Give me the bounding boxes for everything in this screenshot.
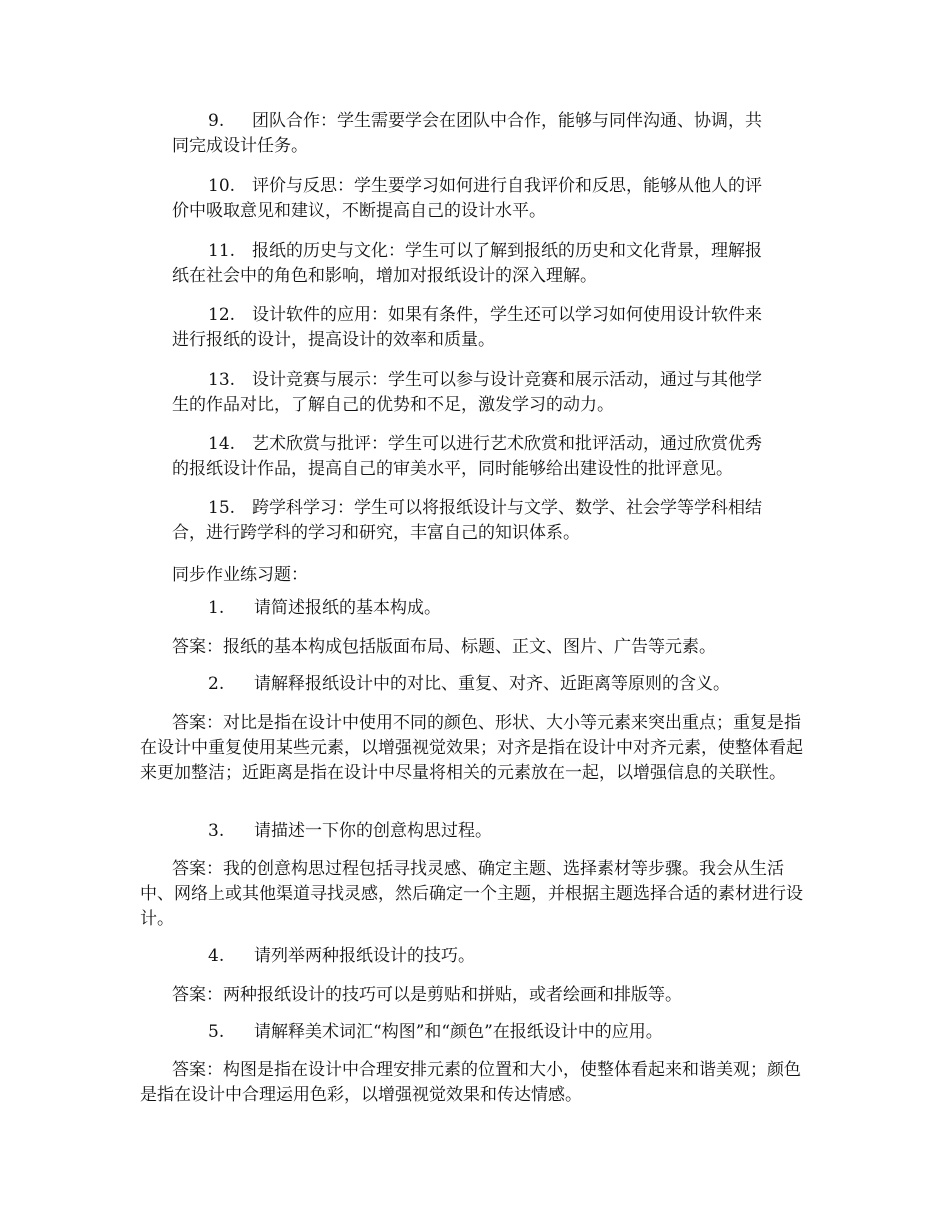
- item-number: 13.: [208, 370, 236, 390]
- answer: 答案：对比是指在设计中使用不同的颜色、形状、大小等元素来突出重点；重复是指在设计中重复使用某些元素，以增强视觉效果；对齐是指在设计中对齐元素，使整体看起来更加整洁；近距离是指在设计中尽量将相关的元素放在一起，以增强信息的关联性。: [140, 713, 803, 783]
- answer: 答案：报纸的基本构成包括版面布局、标题、正文、图片、广告等元素。: [172, 637, 716, 657]
- question-text: 请解释报纸设计中的对比、重复、对齐、近距离等原则的含义。: [254, 674, 730, 694]
- answer: 答案：构图是指在设计中合理安排元素的位置和大小，使整体看起来和谐美观；颜色是指在设计中合理运用色彩，以增强视觉效果和传达情感。: [140, 1060, 801, 1105]
- question-number: 2.: [208, 674, 225, 694]
- item-number: 15.: [208, 498, 236, 518]
- question: [208, 819, 808, 844]
- item-text: 报纸的历史与文化：学生可以了解到报纸的历史和文化背景，理解报: [252, 241, 762, 261]
- list-item: [172, 174, 812, 224]
- item-text: 团队合作：学生需要学会在团队中合作，能够与同伴沟通、协调，共: [252, 111, 762, 131]
- item-text: 设计软件的应用：如果有条件，学生还可以学习如何使用设计软件来: [252, 305, 762, 325]
- question: [208, 672, 808, 697]
- list-item: [172, 368, 812, 418]
- item-text-continued: 纸在社会中的角色和影响，增加对报纸设计的深入理解。: [172, 266, 597, 286]
- list-item: [172, 239, 812, 289]
- list-item: [172, 432, 812, 482]
- list-item: [172, 109, 812, 159]
- question: [208, 1020, 808, 1045]
- item-text-continued: 的报纸设计作品，提高自己的审美水平，同时能够给出建设性的批评意见。: [172, 459, 733, 479]
- item-number: 11.: [208, 241, 236, 261]
- item-text: 评价与反思：学生要学习如何进行自我评价和反思，能够从他人的评: [252, 176, 762, 196]
- item-text-continued: 合，进行跨学科的学习和研究，丰富自己的知识体系。: [172, 523, 580, 543]
- question-text: 请解释美术词汇“构图”和“颜色”在报纸设计中的应用。: [254, 1022, 663, 1042]
- answer: 答案：两种报纸设计的技巧可以是剪贴和拼贴，或者绘画和排版等。: [172, 985, 682, 1005]
- item-number: 10.: [208, 176, 236, 196]
- question-text: 请描述一下你的创意构思过程。: [254, 821, 492, 841]
- item-text: 设计竞赛与展示：学生可以参与设计竞赛和展示活动，通过与其他学: [252, 370, 762, 390]
- question-number: 5.: [208, 1022, 225, 1042]
- item-text: 艺术欣赏与批评：学生可以进行艺术欣赏和批评活动，通过欣赏优秀: [252, 434, 762, 454]
- question-text: 请简述报纸的基本构成。: [254, 598, 441, 618]
- item-text-continued: 生的作品对比，了解自己的优势和不足，激发学习的动力。: [172, 395, 614, 415]
- question-text: 请列举两种报纸设计的技巧。: [254, 946, 475, 966]
- item-text-continued: 价中吸取意见和建议，不断提高自己的设计水平。: [172, 201, 546, 221]
- question-number: 3.: [208, 821, 225, 841]
- item-number: 12.: [208, 305, 236, 325]
- item-text: 跨学科学习：学生可以将报纸设计与文学、数学、社会学等学科相结: [252, 498, 762, 518]
- item-text-continued: 同完成设计任务。: [172, 136, 308, 156]
- question-number: 4.: [208, 946, 225, 966]
- answer: 答案：我的创意构思过程包括寻找灵感、确定主题、选择素材等步骤。我会从生活中、网络上或其他渠道寻找灵感，然后确定一个主题，并根据主题选择合适的素材进行设计。: [140, 859, 803, 929]
- item-number: 9.: [208, 111, 225, 131]
- item-text-continued: 进行报纸的设计，提高设计的效率和质量。: [172, 330, 495, 350]
- question: [208, 944, 808, 969]
- question: [208, 596, 808, 621]
- list-item: [172, 496, 812, 546]
- item-number: 14.: [208, 434, 236, 454]
- list-item: [172, 303, 812, 353]
- question-number: 1.: [208, 598, 225, 618]
- exercise-heading: 同步作业练习题：: [172, 565, 308, 585]
